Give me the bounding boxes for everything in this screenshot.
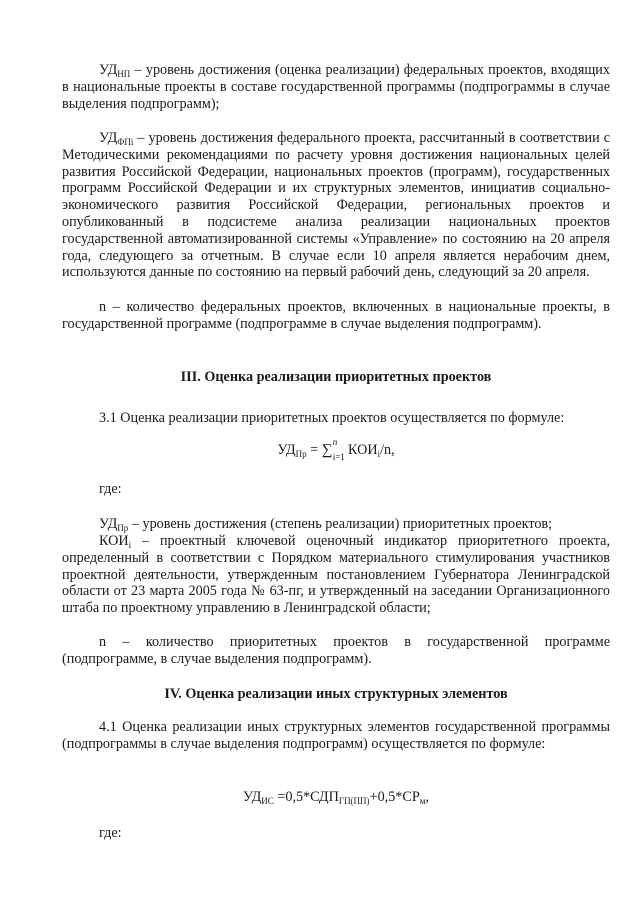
def-n-priority: n – количество приоритетных проектов в государственной программе (подпрограмме, в случае выделения подпрограмм). [62,634,610,667]
formula-lhs-sub: Пр [295,449,307,459]
formula-eq: = [306,442,322,458]
formula-tail: /n, [380,442,395,458]
paragraph-text: – уровень достижения федерального проекта, рассчитанный в соответствии с Методическими рекомендациями по расчету уровня достижения национальных целей развития Российской Федерации, национальных проектов (программ), государственных программ Российской Федерации и их структурных элементов, инициатив социально-экономического развития Российской Федерации, региональных проектов и опубликованный в подсистеме анализа реализации национальных проектов государственной автоматизированной системы «Управление» по состоянию на 20 апреля года, следующего за отчетным. В случае если 10 апреля является нерабочим днем, используются данные по состоянию на первый рабочий день, следующий за 20 апреля. [62,130,610,281]
formula-end: , [425,789,429,805]
definition-text: – проектный ключевой оценочный индикатор приоритетного проекта, определенный в соответствии с Порядком материального стимулирования участников проектной деятельности, утвержденным постановлением Губернатора Ленинградской области от 23 марта 2005 года № 63-пг, и утвержденный на заседании Организационного штаба по проектному управлению в Ленинградской области; [62,533,610,617]
symbol-sub: ФПi [117,137,134,147]
where-label-1: где: [99,481,122,497]
sum-operator [321,437,345,462]
symbol-sub: НП [117,69,131,79]
symbol-sub: i [128,540,132,550]
def-koi [62,533,610,617]
sum-upper-limit: n [332,437,338,447]
formula-mid-sub: ГП(ПП) [338,796,370,806]
paragraph-n-federal: n – количество федеральных проектов, включенных в национальные проекты, в государственной программе (подпрограмме в случае выделения подпрограмм). [62,299,610,332]
section-heading-4: IV. Оценка реализации иных структурных элементов [164,686,508,702]
formula-lhs-sub: ИС [261,796,274,806]
symbol-sub: Пр [117,523,129,533]
formula-other [62,789,610,806]
symbol-ud: УД [99,62,118,78]
formula-tail-sub: м [419,796,426,806]
formula-lhs: УД [277,442,296,458]
section4-intro: 4.1 Оценка реализации иных структурных элементов государственной программы (подпрограммы в случае выделения подпрограмм) осуществляется по формуле: [62,719,610,752]
symbol-koi: КОИ [99,533,129,549]
symbol-ud: УД [99,130,118,146]
def-ud-pr [62,516,610,533]
paragraph-text: – уровень достижения (оценка реализации) федеральных проектов, входящих в национальные проекты в составе государственной программы (подпрограммы в случае выделения подпрограмм); [62,62,610,112]
section3-intro: 3.1 Оценка реализации приоритетных проектов осуществляется по формуле: [99,410,565,426]
sum-sigma: ∑ [321,442,333,458]
definition-text: – уровень достижения (степень реализации) приоритетных проектов; [128,516,553,532]
formula-priority [62,437,610,462]
where-label-2: где: [99,825,122,841]
formula-body-sub: i [377,449,381,459]
paragraph-ud-np [62,62,610,112]
section-heading-3: III. Оценка реализации приоритетных проектов [180,369,492,385]
sum-lower-limit: i=1 [332,452,345,462]
formula-lhs: УД [242,789,262,805]
formula-body: КОИ [344,442,378,458]
formula-tail: +0,5*СР [369,789,420,805]
formula-mid: =0,5*СДП [273,789,339,805]
symbol-ud: УД [99,516,118,532]
paragraph-ud-fp [62,130,610,281]
